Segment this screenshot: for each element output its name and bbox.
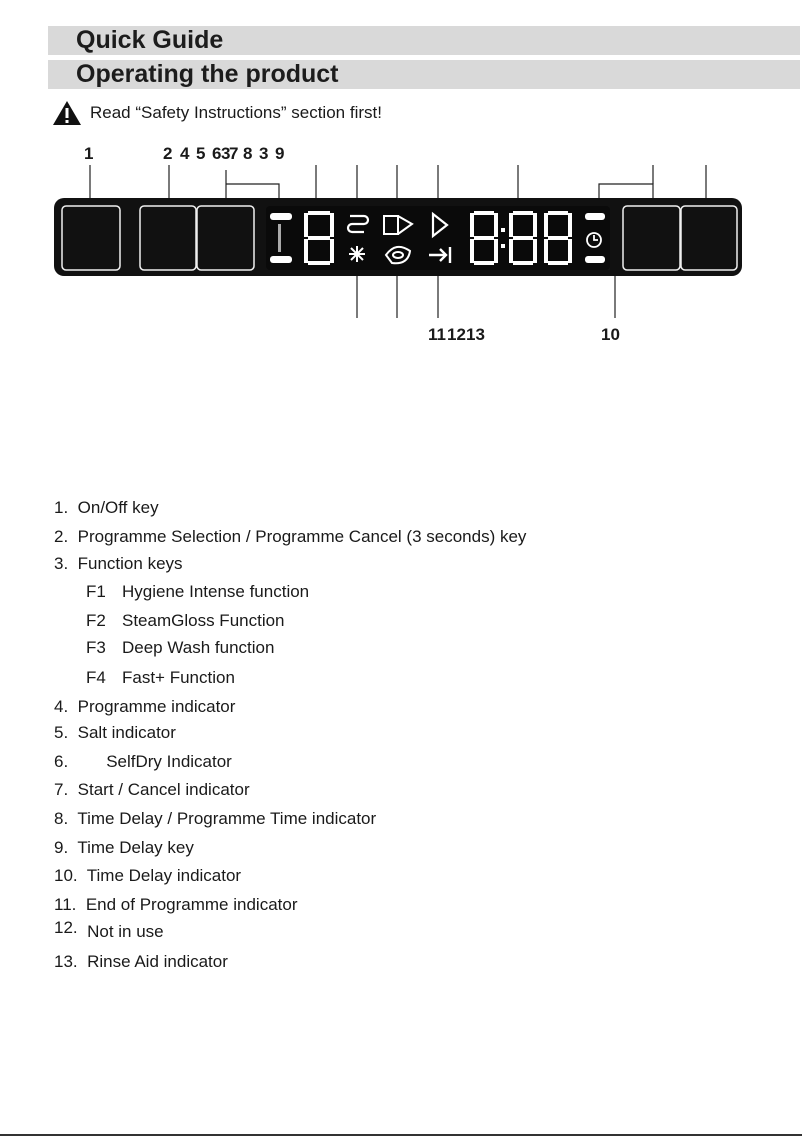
function-key-a bbox=[197, 206, 254, 270]
legend-item-4: 4. Programme indicator bbox=[54, 697, 236, 716]
legend-item-10: 10. Time Delay indicator bbox=[54, 866, 242, 885]
function-key-b bbox=[623, 206, 680, 270]
safety-warning-text: Read “Safety Instructions” section first! bbox=[90, 103, 382, 122]
callout-3-top: 3 bbox=[221, 144, 231, 163]
warning-triangle-icon bbox=[52, 100, 82, 126]
callout-8: 8 bbox=[243, 144, 253, 163]
legend-item-f1: F1 Hygiene Intense function bbox=[86, 582, 310, 601]
section-header-operating: Operating the product bbox=[48, 60, 800, 89]
time-delay-key bbox=[681, 206, 737, 270]
legend-item-3: 3. Function keys bbox=[54, 554, 183, 573]
legend-item-f4: F4 Fast+ Function bbox=[86, 668, 235, 687]
rinse-aid-indicator-icon bbox=[349, 246, 365, 262]
callout-3b: 3 bbox=[259, 144, 269, 163]
on-off-key bbox=[62, 206, 120, 270]
time-colon-top bbox=[501, 228, 505, 232]
callout-4: 4 bbox=[180, 144, 190, 163]
legend-item-7: 7. Start / Cancel indicator bbox=[54, 780, 250, 799]
legend-item-f2: F2 SteamGloss Function bbox=[86, 611, 285, 630]
callout-11: 11 bbox=[428, 325, 446, 344]
legend-item-1: 1. On/Off key bbox=[54, 498, 159, 517]
callout-1: 1 bbox=[84, 144, 94, 163]
callout-7: 7 bbox=[229, 144, 239, 163]
legend-item-13: 13. Rinse Aid indicator bbox=[54, 952, 228, 971]
callout-6: 6 bbox=[212, 144, 222, 163]
callout-9: 9 bbox=[275, 144, 285, 163]
legend-item-5: 5. Salt indicator bbox=[54, 723, 176, 742]
legend-item-11: 11. End of Programme indicator bbox=[54, 895, 298, 914]
legend-item-9: 9. Time Delay key bbox=[54, 838, 194, 857]
legend-item-12: 12. Not in use bbox=[54, 918, 164, 941]
legend-item-f3: F3 Deep Wash function bbox=[86, 638, 275, 657]
safety-warning bbox=[52, 100, 382, 126]
callout-2: 2 bbox=[163, 144, 173, 163]
control-panel-diagram bbox=[0, 140, 802, 330]
callout-5: 5 bbox=[196, 144, 206, 163]
callout-10: 10 bbox=[601, 325, 620, 344]
legend-item-8: 8. Time Delay / Programme Time indicator bbox=[54, 809, 377, 828]
programme-key bbox=[140, 206, 196, 270]
section-header-quick-guide: Quick Guide bbox=[48, 26, 800, 55]
callout-13: 13 bbox=[466, 325, 485, 344]
legend-item-6: 6. SelfDry Indicator bbox=[54, 752, 232, 771]
legend-item-2: 2. Programme Selection / Programme Cancel (3 seconds) key bbox=[54, 527, 527, 546]
time-colon-bottom bbox=[501, 244, 505, 248]
callout-12: 12 bbox=[447, 325, 466, 344]
